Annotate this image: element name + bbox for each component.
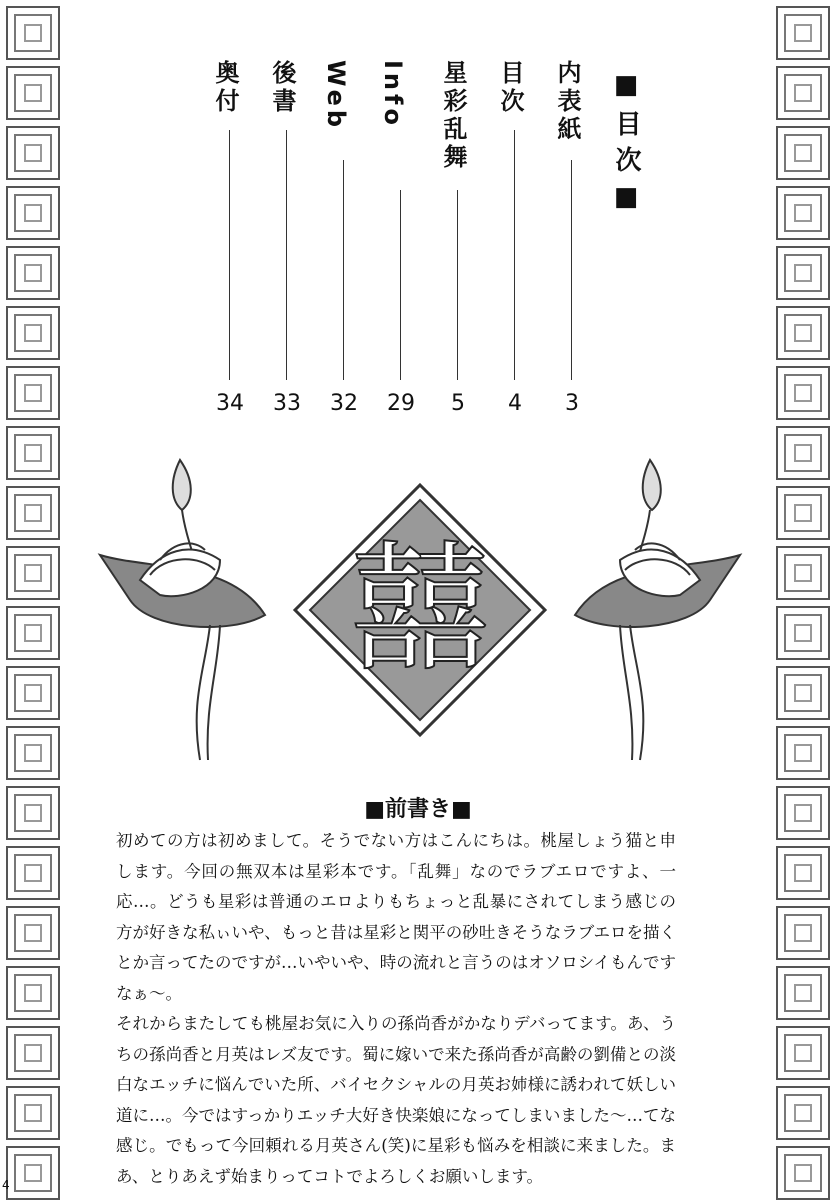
lattice-tile (776, 306, 830, 360)
toc-leader-line (571, 160, 573, 380)
lattice-tile (6, 1086, 60, 1140)
toc-leader-line (514, 130, 516, 380)
toc-entry-page: 33 (273, 391, 301, 416)
toc-entry-title: 奥付 (211, 60, 239, 116)
lattice-tile (6, 6, 60, 60)
toc-entry-page: 34 (216, 391, 244, 416)
lattice-tile (776, 606, 830, 660)
toc-entry-page: 29 (387, 391, 415, 416)
lattice-tile (6, 966, 60, 1020)
lattice-tile (776, 1026, 830, 1080)
toc-entry-title: 星彩乱舞 (439, 60, 467, 172)
lattice-tile (776, 906, 830, 960)
lattice-tile (776, 6, 830, 60)
toc-entry-page: 4 (508, 391, 522, 416)
lattice-tile (776, 246, 830, 300)
toc-leader-line (400, 190, 402, 380)
toc-entry-page: 5 (451, 391, 465, 416)
toc-entry (550, 60, 594, 420)
toc-entry-title: Info (379, 60, 407, 129)
lattice-tile (6, 726, 60, 780)
lattice-tile (776, 426, 830, 480)
lattice-tile (776, 126, 830, 180)
toc-entry-title: Web (322, 60, 350, 132)
preface-body (116, 826, 676, 1192)
lattice-tile (776, 66, 830, 120)
double-happiness-emblem (90, 440, 750, 770)
toc-heading: ■目次■ (611, 70, 641, 222)
lattice-tile (6, 906, 60, 960)
lattice-tile (776, 966, 830, 1020)
lattice-tile (6, 246, 60, 300)
preface-paragraph: 初めての方は初めまして。そうでない方はこんにちは。桃屋しょう猫と申します。今回の無双本は星彩本です。「乱舞」なのでラブエロですよ、一応…。どうも星彩は普通のエロよりもちょっと乱暴にされてしまう感じの方が好きな私ぃいや、もっと昔は星彩と関平の砂吐きそうなラブエロを描くとか言ってたのですが…いやいや、時の流れと言うのはオソロシイもんですなぁ〜。 (116, 831, 676, 1003)
lattice-tile (6, 126, 60, 180)
lattice-tile (776, 846, 830, 900)
toc-entry (208, 60, 252, 420)
lattice-tile (6, 1026, 60, 1080)
toc-entry (379, 60, 423, 420)
lattice-tile (776, 546, 830, 600)
lattice-tile (776, 186, 830, 240)
toc-entry (322, 60, 366, 420)
toc-entry (436, 60, 480, 420)
lattice-tile (776, 366, 830, 420)
table-of-contents (190, 60, 640, 420)
toc-leader-line (457, 190, 459, 380)
lattice-tile (6, 546, 60, 600)
lattice-tile (6, 366, 60, 420)
toc-leader-line (286, 130, 288, 380)
toc-entry (265, 60, 309, 420)
toc-entry-title: 内表紙 (553, 60, 581, 144)
right-lotus-icon (575, 460, 740, 760)
lattice-tile (776, 726, 830, 780)
lattice-tile (6, 1146, 60, 1200)
lattice-tile (6, 186, 60, 240)
lattice-tile (776, 1146, 830, 1200)
left-lotus-icon (100, 460, 265, 760)
toc-entry-title: 後書 (268, 60, 296, 116)
lattice-tile (776, 486, 830, 540)
lattice-tile (6, 426, 60, 480)
preface-paragraph: それからまたしても桃屋お気に入りの孫尚香がかなりデバってます。あ、うちの孫尚香と月英はレズ友です。蜀に嫁いで来た孫尚香が高齢の劉備との淡白なエッチに悩んでいた所、バイセクシャルの月英お姉様に誘われて妖しい道に…。今ではすっかりエッチ大好き快楽娘になってしまいました〜…てな感じ。でもって今回頼れる月英さん(笑)に星彩も悩みを相談に来ました。まあ、とりあえず始まりってコトでよろしくお願いします。 (116, 1014, 676, 1186)
page-number: 4 (2, 1178, 10, 1192)
lattice-tile (6, 666, 60, 720)
lattice-tile (776, 666, 830, 720)
lattice-tile (776, 1086, 830, 1140)
right-lattice-border (772, 0, 834, 1200)
toc-leader-line (343, 160, 345, 380)
lattice-tile (6, 66, 60, 120)
preface-title: ■前書き■ (364, 797, 472, 822)
toc-entry-page: 32 (330, 391, 358, 416)
toc-leader-line (229, 130, 231, 380)
left-lattice-border (2, 0, 64, 1200)
lattice-tile (6, 606, 60, 660)
double-happiness-glyph: 囍 (349, 528, 491, 692)
toc-entry-page: 3 (565, 391, 579, 416)
lattice-tile (6, 486, 60, 540)
lattice-tile (6, 846, 60, 900)
lattice-tile (6, 306, 60, 360)
toc-entry-title: 目次 (496, 60, 524, 116)
toc-entry (493, 60, 537, 420)
